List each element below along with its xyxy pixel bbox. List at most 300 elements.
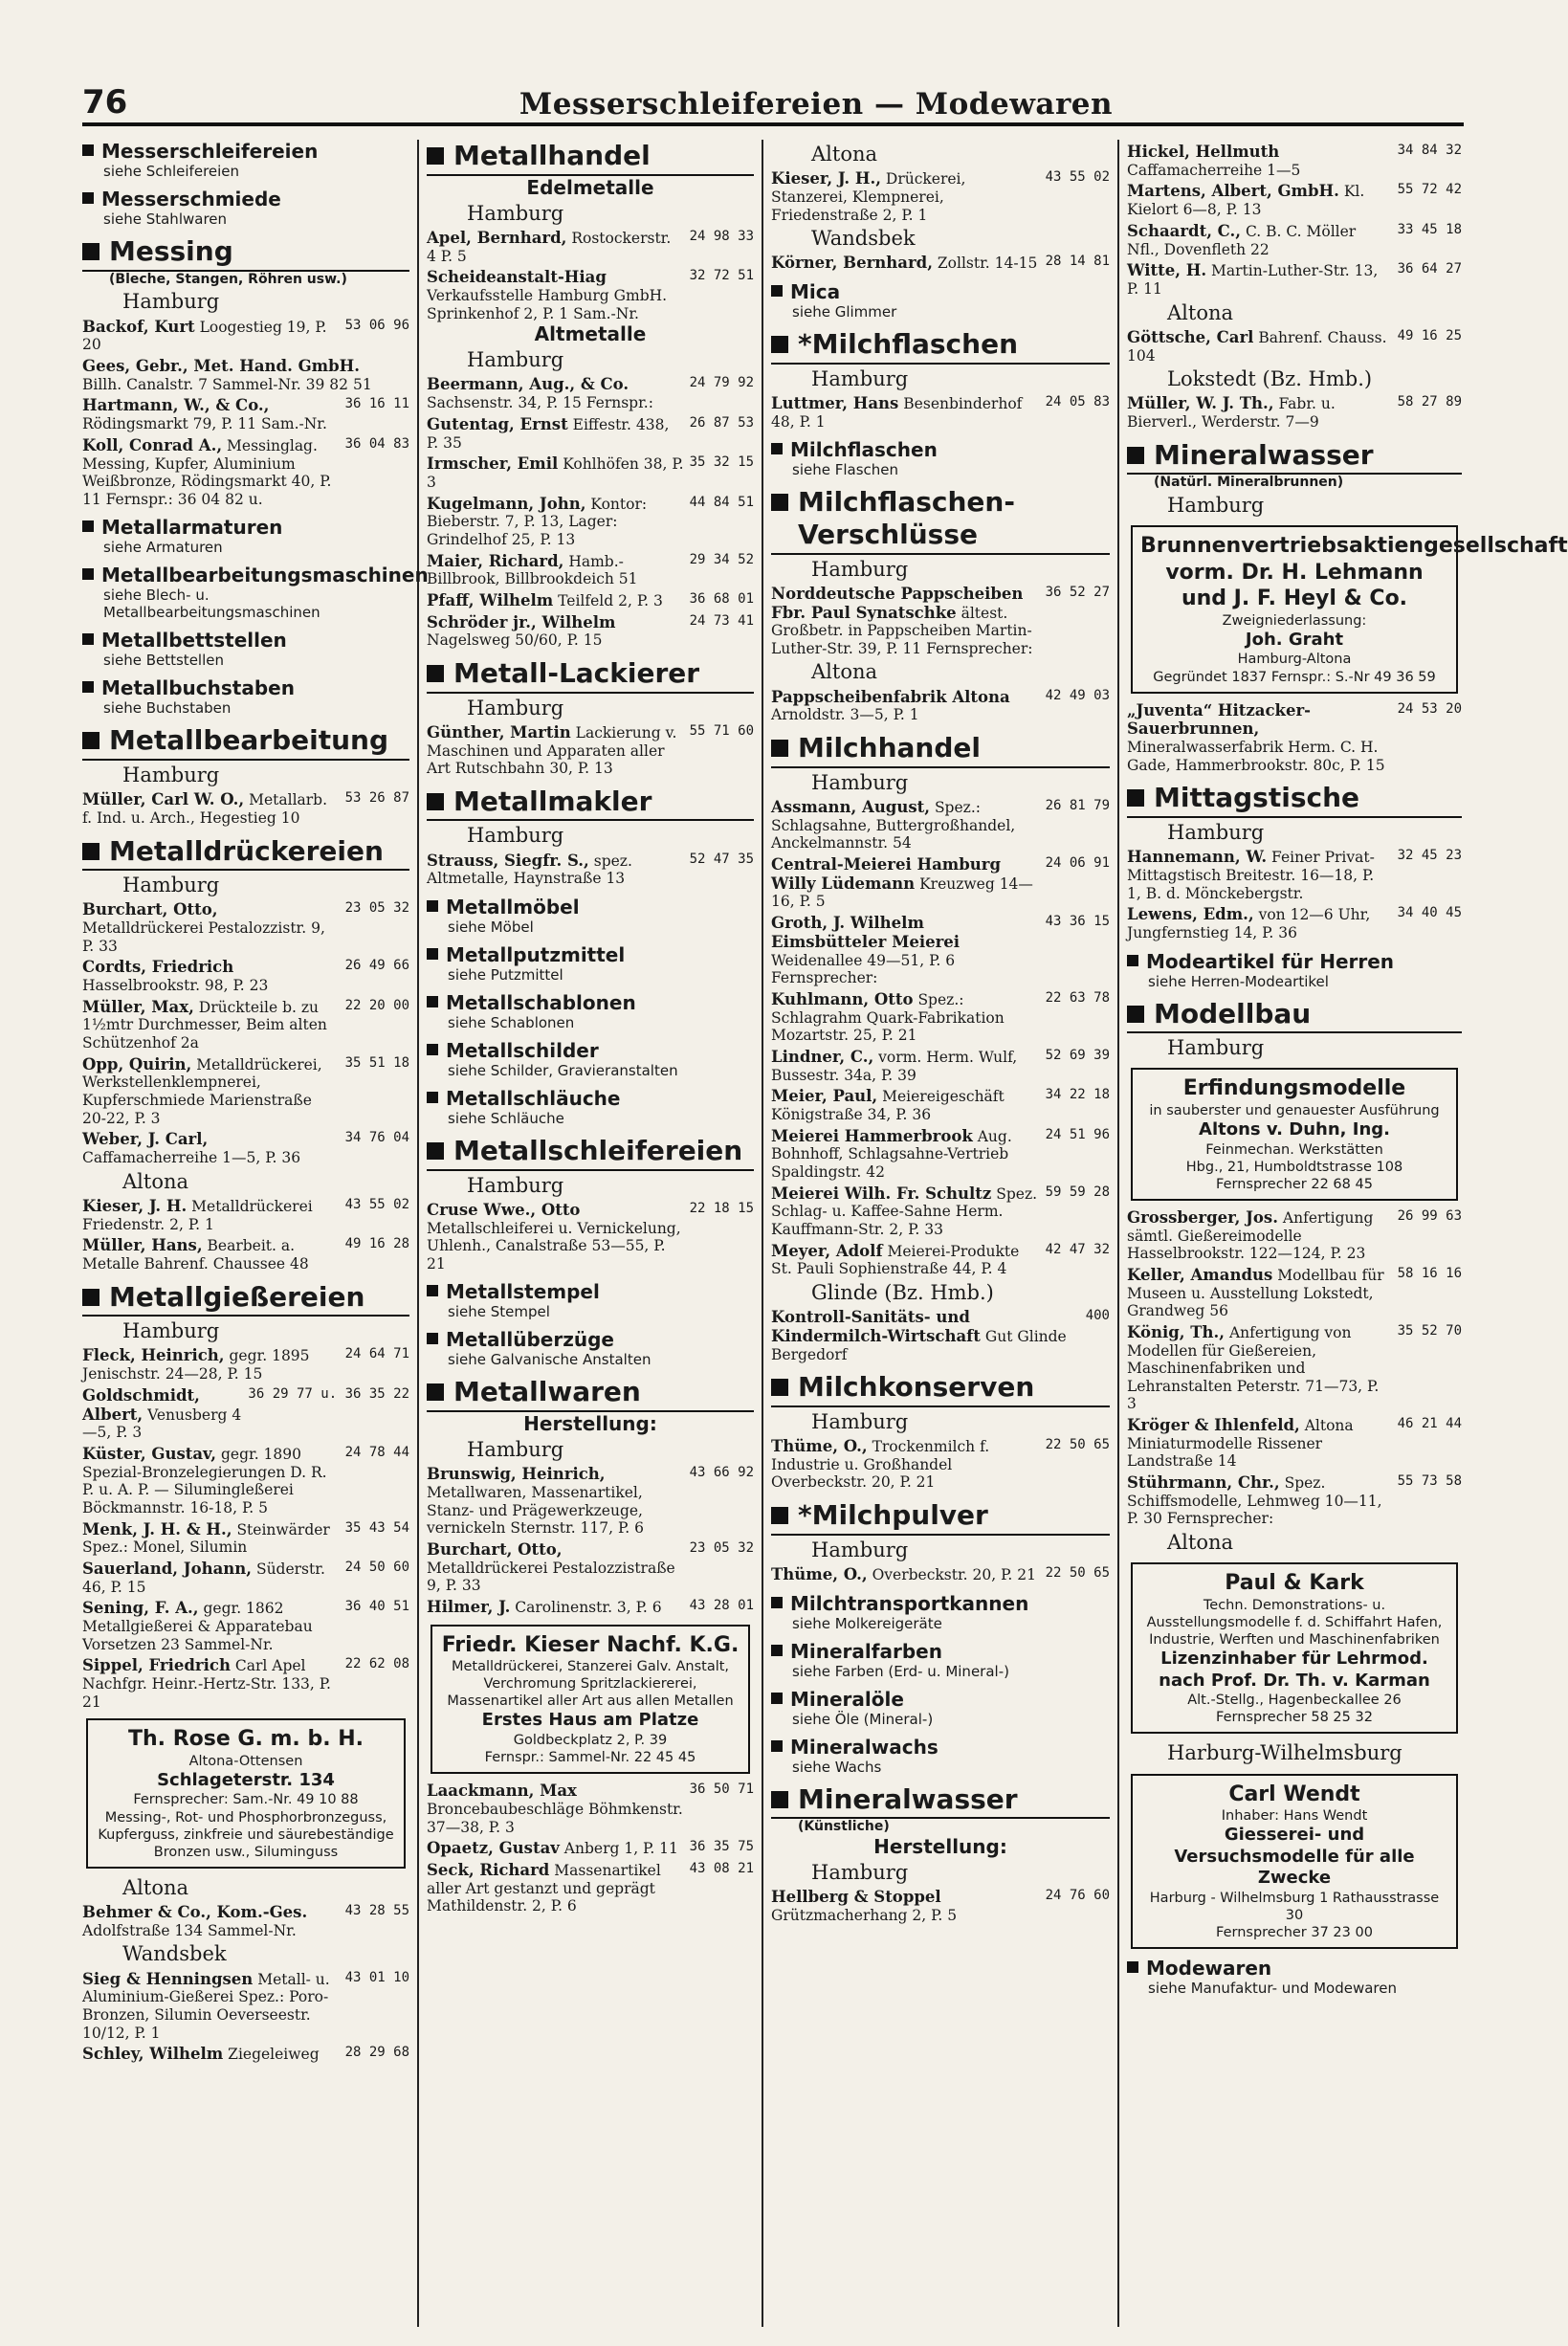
listing-name: Müller, Carl W. O., (82, 790, 245, 809)
listing-address: Eiffestr. 438, P. 35 (427, 415, 670, 452)
section-block (1127, 438, 1568, 775)
section-title: Metallschläuche (446, 1087, 621, 1111)
section-block (1127, 782, 1462, 941)
square-bullet-icon (82, 568, 94, 580)
listing-phone: 52 47 35 (689, 851, 754, 867)
square-bullet-icon (427, 665, 444, 682)
ad-line: Brunnenvertriebsaktiengesellschaft vorm. Dr. H. Lehmann und J. F. Heyl & Co. (1140, 534, 1568, 611)
listing-address: Süderstr. 46, P. 15 (82, 1560, 325, 1596)
listing-phone: 24 73 41 (689, 612, 754, 629)
listing-text (82, 318, 340, 354)
section-title: Metallhandel (453, 140, 651, 171)
listing-row (82, 1560, 409, 1596)
section-heading (427, 140, 754, 176)
listing-row (427, 1201, 754, 1273)
listing-text (82, 1386, 242, 1442)
listing-entry (771, 1437, 1110, 1492)
ad-line: Fernsprecher: Sam.-Nr. 49 10 88 (133, 1792, 359, 1808)
listing-address: Weidenallee 49—51, P. 6 Fernsprecher: (771, 951, 956, 987)
listing-row (82, 1055, 409, 1128)
listing-entry (427, 723, 754, 778)
listing-address: Hasselbrookstr. 98, P. 23 (82, 977, 269, 995)
listing-name: Central-Meierei Hamburg Willy Lüdemann (771, 854, 1001, 893)
listing-entry (771, 798, 1110, 852)
column-2 (427, 140, 763, 2327)
listing-phone: 55 71 60 (689, 722, 754, 739)
listing-name: Burchart, Otto, (427, 1539, 563, 1559)
listing-entry (1127, 701, 1462, 775)
section-block (82, 676, 409, 717)
listing-address: Metallwaren, Massenartikel, Stanz- und Prägewerkzeuge, vernickeln Sternstr. 117, P. 6 (427, 1483, 644, 1538)
section-block (427, 943, 754, 984)
listing-phone: 44 84 51 (689, 494, 754, 510)
section-heading (82, 629, 409, 652)
listing-phone: 55 73 58 (1397, 1473, 1462, 1490)
listing-phone: 49 16 25 (1397, 327, 1462, 343)
listing-phone: 34 84 32 (1397, 143, 1462, 158)
section-heading (82, 724, 409, 761)
listing-name: Hilmer, J. (427, 1597, 511, 1616)
listing-text (771, 169, 1040, 224)
listing-entry (427, 268, 754, 322)
section-title: Metallschablonen (446, 991, 636, 1015)
listing-row (771, 1437, 1110, 1492)
city-heading: Hamburg (811, 366, 909, 390)
listing-text (82, 790, 340, 827)
columns (82, 140, 1568, 2327)
listing-phone: 29 34 52 (689, 551, 754, 567)
listing-name: Meierei Wilh. Fr. Schultz (771, 1184, 992, 1203)
listing-entry (427, 1465, 754, 1538)
city-heading: Hamburg (1167, 821, 1265, 845)
square-bullet-icon (427, 948, 438, 960)
section-block (427, 657, 754, 778)
listing-text (82, 1130, 340, 1166)
ad-line: Fernsprecher 37 23 00 (1216, 1924, 1373, 1940)
listing-name: Beermann, Aug., & Co. (427, 375, 629, 394)
section-heading (427, 657, 754, 694)
section-title: Mittagstische (1154, 782, 1360, 814)
listing-name: Kröger & Ihlenfeld, (1127, 1416, 1300, 1435)
listing-entry (82, 1520, 409, 1557)
section-title: Mineralfarben (790, 1639, 942, 1663)
listing-entry (82, 2045, 409, 2064)
listing-text (1127, 1208, 1392, 1263)
listing-entry (1127, 394, 1462, 431)
listing-name: Hannemann, W. (1127, 848, 1268, 867)
listing-phone: 36 64 27 (1397, 261, 1462, 277)
listing-address: Meiereigeschäft Königstraße 34, P. 36 (771, 1088, 1005, 1123)
listing-text (771, 585, 1040, 658)
cross-reference: siehe Buchstaben (103, 699, 232, 718)
listing-text (771, 394, 1040, 431)
cross-reference: siehe Bettstellen (103, 652, 224, 670)
listing-phone: 49 16 28 (344, 1236, 409, 1252)
listing-address: Spez. Schlag- u. Kaffee-Sahne Herm. Kauffmann-Str. 2, P. 33 (771, 1184, 1038, 1238)
listing-address: von 12—6 Uhr, Jungfernstieg 14, P. 36 (1127, 906, 1371, 942)
listing-address: Kreuzweg 14—16, P. 5 (771, 874, 1033, 911)
listing-row (82, 396, 409, 432)
listing-text (427, 1598, 662, 1617)
section-block (771, 1371, 1110, 1492)
square-bullet-icon (82, 1289, 99, 1306)
listing-row (771, 169, 1110, 224)
section-block (427, 1087, 754, 1127)
listing-row (1127, 143, 1462, 179)
listing-entry (82, 396, 409, 432)
section-heading (427, 786, 754, 822)
listing-address: Bahrenf. Chauss. 104 (1127, 328, 1387, 365)
listing-row (82, 357, 409, 393)
advertisement-box (1131, 1068, 1458, 1201)
listing-entry (1127, 1266, 1462, 1320)
listing-row (771, 1087, 1110, 1123)
listing-name: König, Th., (1127, 1322, 1226, 1341)
listing-text (82, 1236, 340, 1273)
listing-name: Burchart, Otto, (82, 900, 218, 919)
section-title: Metallbearbeitung (109, 724, 388, 757)
listing-entry (82, 1903, 409, 1939)
section-heading (427, 1280, 754, 1303)
listing-entry (82, 1130, 409, 1166)
listing-address: Metallschleiferei u. Vernickelung, Uhlenh., Canalstraße 53—55, P. 21 (427, 1219, 681, 1273)
section-block (1127, 950, 1462, 990)
listing-entry (1127, 182, 1462, 218)
listing-entry (82, 318, 409, 354)
listing-address: Feiner Privat-Mittagstisch Breitestr. 16—18, P. 1, B. d. Mönckebergstr. (1127, 849, 1375, 902)
ad-line: Carl Wendt (1228, 1782, 1360, 1806)
city-heading: Hamburg (122, 290, 220, 314)
listing-text (82, 1197, 340, 1233)
listing-name: Apel, Bernhard, (427, 228, 567, 247)
listing-entry (82, 1656, 409, 1711)
listing-text (771, 1048, 1040, 1084)
listing-text (427, 495, 684, 549)
section-heading (771, 1783, 1110, 1820)
listing-row (1127, 905, 1462, 941)
section-title: Milchkonserven (798, 1371, 1035, 1404)
listing-row (1127, 1208, 1462, 1263)
listing-name: Küster, Gustav, (82, 1444, 217, 1463)
listing-name: Kontroll-Sanitäts- und Kindermilch-Wirtschaft (771, 1308, 981, 1345)
section-block (427, 1328, 754, 1368)
city-heading: Lokstedt (Bz. Hmb.) (1167, 367, 1373, 391)
city-heading: Altona (1167, 300, 1234, 324)
section-title: Milchflaschen (790, 438, 938, 462)
cross-reference: siehe Manufaktur- und Modewaren (1148, 1980, 1398, 1997)
listing-text (82, 357, 404, 393)
listing-phone: 22 50 65 (1045, 1564, 1110, 1581)
listing-entry (427, 1839, 754, 1858)
listing-address: Adolfstraße 134 Sammel-Nr. (82, 1921, 297, 1939)
listing-row (427, 1540, 754, 1595)
listing-phone: 34 40 45 (1397, 905, 1462, 921)
square-bullet-icon (82, 732, 99, 749)
listing-entry (427, 1598, 754, 1617)
section-subtitle: (Natürl. Mineralbrunnen) (1154, 475, 1344, 491)
listing-phone: 43 55 02 (1045, 169, 1110, 186)
listing-row (427, 495, 754, 549)
page-title: Messerschleifereien — Modewaren (519, 86, 1114, 122)
listing-text (1127, 1473, 1392, 1528)
square-bullet-icon (427, 793, 444, 810)
ad-line: Lizenzinhaber für Lehrmod. nach Prof. Dr. Th. v. Karman (1159, 1649, 1430, 1691)
listing-text (82, 1560, 340, 1596)
listing-row (427, 613, 754, 650)
listing-entry (771, 585, 1110, 658)
section-block (82, 188, 409, 228)
listing-row (1127, 1473, 1462, 1528)
listing-phone: 43 28 55 (344, 1903, 409, 1919)
listing-address: Spez.: Schlagrahm Quark-Fabrikation Mozartstr. 25, P. 21 (771, 990, 1005, 1045)
listing-row (82, 1903, 409, 1939)
listing-address: Besenbinderhof 48, P. 1 (771, 394, 1023, 431)
ad-line: in sauberster und genauester Ausführung (1149, 1102, 1440, 1118)
city-heading: Hamburg (467, 201, 564, 225)
listing-text (427, 1540, 684, 1595)
listing-phone: 35 32 15 (689, 454, 754, 471)
listing-row (427, 229, 754, 265)
listing-text (427, 1782, 684, 1836)
section-heading (1127, 782, 1462, 818)
listing-row (82, 1970, 409, 2043)
section-heading (82, 188, 409, 210)
listing-entry (427, 852, 754, 888)
listing-name: Brunswig, Heinrich, (427, 1465, 606, 1484)
listing-address: Metalldrückerei, Werkstellenklempnerei, Kupferschmiede Marienstraße 20-22, P. 3 (82, 1055, 322, 1127)
listing-name: Hellberg & Stoppel (771, 1888, 941, 1907)
city-heading: Hamburg (1167, 494, 1265, 518)
listing-row (1127, 1266, 1462, 1320)
listing-text (1127, 1323, 1392, 1413)
listing-text (427, 552, 684, 588)
ad-line: Zweigniederlassung: (1222, 612, 1367, 629)
listing-phone: 43 55 02 (344, 1196, 409, 1212)
square-bullet-icon (82, 144, 94, 156)
square-bullet-icon (1127, 789, 1144, 807)
listing-entry (427, 375, 754, 411)
listing-row (82, 1130, 409, 1166)
listing-address: Loogestieg 19, P. 20 (82, 318, 327, 354)
section-heading (427, 1328, 754, 1351)
listing-phone: 42 49 03 (1045, 687, 1110, 703)
listing-address: spez. Altmetalle, Haynstraße 13 (427, 852, 632, 888)
listing-entry (427, 591, 754, 610)
section-block (771, 1640, 1110, 1680)
section-heading (427, 991, 754, 1014)
listing-name: Martens, Albert, GmbH. (1127, 182, 1339, 201)
section-block (82, 1281, 409, 2064)
section-block (427, 991, 754, 1031)
listing-entry (427, 1540, 754, 1595)
listing-text (427, 852, 684, 888)
listing-entry (427, 552, 754, 588)
section-title: Metallarmaturen (101, 516, 283, 540)
city-heading: Hamburg (467, 1173, 564, 1197)
listing-row (427, 1465, 754, 1538)
listing-name: Sauerland, Johann, (82, 1559, 253, 1578)
listing-row (427, 723, 754, 778)
listing-text (771, 990, 1040, 1045)
city-heading: Hamburg (1167, 1036, 1265, 1060)
section-block (427, 1280, 754, 1320)
cross-reference: siehe Schilder, Gravieranstalten (448, 1062, 678, 1080)
listing-row (427, 1861, 754, 1915)
listing-text (427, 229, 684, 265)
square-bullet-icon (427, 1333, 438, 1344)
section-title: Metallschleifereien (453, 1135, 743, 1167)
listing-row (771, 394, 1110, 431)
ad-line: Feinmechan. Werkstätten (1205, 1141, 1383, 1158)
listing-text (82, 396, 340, 432)
listing-phone: 52 69 39 (1045, 1047, 1110, 1063)
listing-address: Overbeckstr. 20, P. 21 (872, 1565, 1036, 1583)
listing-name: Witte, H. (1127, 261, 1207, 280)
listing-address: Sachsenstr. 34, P. 15 Fernspr.: (427, 394, 653, 412)
cross-reference: siehe Flaschen (792, 461, 899, 479)
cross-reference: siehe Schablonen (448, 1014, 575, 1032)
listing-entry (771, 254, 1110, 273)
listing-row (427, 1598, 754, 1617)
listing-phone: 23 05 32 (689, 1539, 754, 1556)
ad-line: Hbg., 21, Humboldtstrasse 108 Fernsprecher 22 68 45 (1185, 1159, 1403, 1192)
cross-reference: siehe Armaturen (103, 539, 223, 557)
listing-phone: 53 06 96 (344, 317, 409, 333)
section-title: Modellbau (1154, 997, 1312, 1029)
listing-entry (427, 1861, 754, 1915)
square-bullet-icon (427, 1142, 444, 1160)
listing-name: Sippel, Friedrich (82, 1656, 231, 1675)
section-block (427, 896, 754, 936)
listing-phone: 36 52 27 (1045, 584, 1110, 600)
section-heading (771, 1688, 1110, 1711)
listing-row (427, 1782, 754, 1836)
section-title: Messerschleifereien (101, 140, 319, 163)
listing-row (82, 1346, 409, 1383)
city-heading: Hamburg (467, 1437, 564, 1461)
listing-entry (1127, 1208, 1462, 1263)
section-heading (771, 486, 1110, 554)
city-heading: Wandsbek (811, 227, 916, 251)
listing-address: Anberg 1, P. 11 (563, 1840, 678, 1858)
ad-line: Schlageterstr. 134 (157, 1769, 335, 1790)
section-heading (1127, 950, 1462, 973)
section-block (427, 1135, 754, 1273)
listing-name: Kieser, J. H. (82, 1196, 188, 1215)
listing-text (427, 268, 684, 322)
listing-address: Metalldrückerei Pestalozzistraße 9, P. 33 (427, 1559, 675, 1595)
listing-phone: 43 66 92 (689, 1465, 754, 1481)
listing-entry (1127, 1323, 1462, 1413)
listing-address: Carolinenstr. 3, P. 6 (515, 1598, 662, 1616)
section-block (771, 280, 1110, 321)
listing-text (1127, 848, 1392, 902)
column-4 (1127, 140, 1568, 2327)
square-bullet-icon (771, 1791, 788, 1808)
listing-name: Backof, Kurt (82, 317, 195, 336)
section-block (82, 140, 409, 180)
city-heading: Altona (122, 1169, 189, 1193)
listing-address: Teilfeld 2, P. 3 (558, 591, 663, 609)
listing-phone: 43 01 10 (344, 1969, 409, 1985)
listing-row (427, 454, 754, 491)
listing-address: ältest. Großbetr. in Pappscheiben Martin-Luther-Str. 39, P. 11 Fernsprecher: (771, 604, 1033, 657)
listing-row (1127, 1323, 1462, 1413)
advertisement-box (86, 1718, 406, 1869)
listing-entry (82, 1197, 409, 1233)
section-title: Metallbettstellen (101, 629, 287, 653)
listing-entry (82, 1970, 409, 2043)
listing-phone: 58 16 16 (1397, 1265, 1462, 1281)
ad-line: Techn. Demonstrations- u. Ausstellungsmodelle f. d. Schiffahrt Hafen, Industrie, Werften und Maschinenfabriken (1146, 1597, 1443, 1648)
listing-phone: 32 45 23 (1397, 848, 1462, 864)
city-heading: Wandsbek (122, 1942, 227, 1966)
listing-phone: 26 87 53 (689, 414, 754, 431)
listing-phone: 28 14 81 (1045, 254, 1110, 270)
listing-address: Metalldrückerei Friedenstr. 2, P. 1 (82, 1197, 313, 1233)
advertisement-box (1131, 1774, 1458, 1950)
section-title: Metallmakler (453, 785, 652, 817)
listing-text (427, 454, 684, 491)
section-title: Mineralwasser (798, 1782, 1018, 1815)
listing-address: Metallarb. f. Ind. u. Arch., Hegestieg 10 (82, 791, 328, 827)
listing-name: Pfaff, Wilhelm (427, 590, 554, 609)
city-heading: Hamburg (467, 824, 564, 848)
cross-reference: siehe Farben (Erd- u. Mineral-) (792, 1662, 1009, 1680)
listing-text (82, 1656, 340, 1711)
section-block (771, 1688, 1110, 1728)
listing-address: gegr. 1890 Spezial-Bronzelegierungen D. R. P. u. A. P. — Siluminglеßerei Böckmannstr. 16-18, P. 5 (82, 1445, 327, 1516)
section-title: Modewaren (1146, 1957, 1272, 1980)
listing-name: Luttmer, Hans (771, 393, 899, 412)
square-bullet-icon (82, 633, 94, 645)
listing-text (82, 436, 340, 509)
listing-name: Müller, W. J. Th., (1127, 394, 1274, 413)
section-block (1127, 998, 1462, 1949)
section-block (771, 1592, 1110, 1632)
listing-row (771, 1888, 1110, 1924)
section-block (771, 328, 1110, 431)
listing-text (427, 1201, 684, 1273)
listing-entry (82, 998, 409, 1052)
listing-entry (1127, 261, 1462, 298)
section-block (771, 486, 1110, 724)
square-bullet-icon (82, 843, 99, 860)
city-heading: Altona (811, 143, 878, 166)
listing-phone: 43 08 21 (689, 1860, 754, 1876)
listing-address: Drückteile b. zu 1½mtr Durchmesser, Beim alten Schützenhof 2a (82, 998, 327, 1052)
section-title: Mica (790, 280, 841, 304)
listing-phone: 36 35 75 (689, 1839, 754, 1855)
listing-phone: 36 04 83 (344, 435, 409, 452)
listing-row (82, 2045, 409, 2064)
listing-address: Caffamacherreihe 1—5, P. 36 (82, 1149, 301, 1167)
listing-address: Zollstr. 14-15 (937, 255, 1038, 273)
ad-line: Inhaber: Hans Wendt (1221, 1808, 1368, 1824)
section-block (427, 1039, 754, 1079)
section-title: Mineralwachs (790, 1735, 939, 1759)
listing-phone: 26 81 79 (1045, 797, 1110, 813)
listing-text (1127, 261, 1392, 298)
listing-address: Altona Miniaturmodelle Rissener Landstraße 14 (1127, 1417, 1354, 1471)
square-bullet-icon (771, 1645, 783, 1656)
listing-entry (82, 436, 409, 509)
section-title: Metallbearbeitungsmaschinen (101, 564, 429, 587)
listing-row (771, 688, 1110, 724)
listing-name: Strauss, Siegfr. S., (427, 851, 589, 870)
section-heading (771, 280, 1110, 303)
listing-phone: 58 27 89 (1397, 394, 1462, 410)
